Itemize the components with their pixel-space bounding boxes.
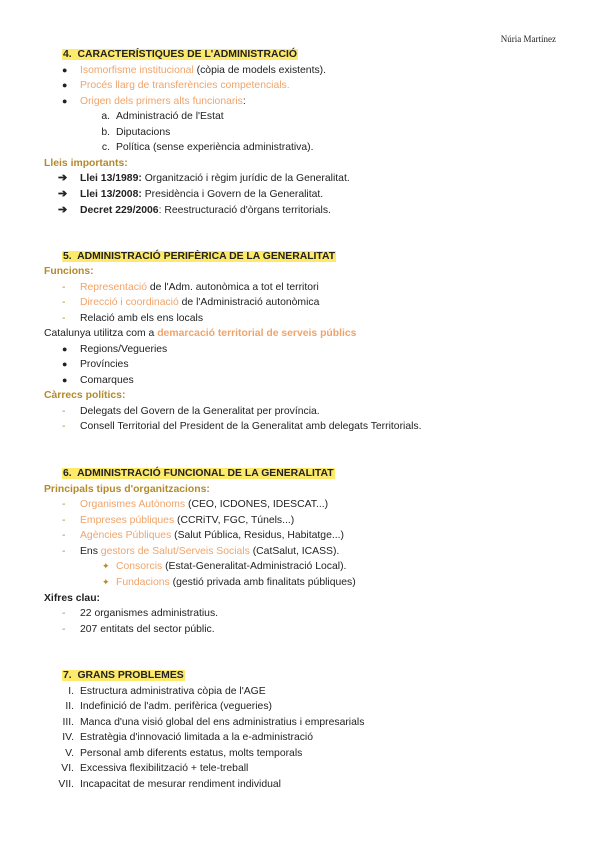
list-item: IV. Estratègia d'innovació limitada a la e-administració bbox=[62, 732, 314, 743]
section-5-heading: 5. ADMINISTRACIÓ PERIFÈRICA DE LA GENERALITAT bbox=[63, 251, 336, 262]
list-item: III. Manca d'una visió global del ens administratius i empresarials bbox=[62, 717, 365, 728]
list-item: V. Personal amb diferents estatus, molts temporals bbox=[65, 748, 303, 759]
paragraph-catalunya: Catalunya utilitza com a demarcació territorial de serveis públics bbox=[44, 328, 357, 339]
section-4-heading: 4. CARACTERÍSTIQUES DE L'ADMINISTRACIÓ bbox=[63, 49, 297, 60]
list-item: - Direcció i coordinació de l'Administració autonòmica bbox=[62, 297, 320, 308]
list-item: ● Províncies bbox=[62, 359, 129, 370]
subheading-xifres: Xifres clau: bbox=[44, 593, 101, 604]
list-item: a. Administració de l'Estat bbox=[101, 111, 224, 122]
subheading-carrecs: Càrrecs polítics: bbox=[44, 390, 126, 401]
list-item: II. Indefinició de l'adm. perifèrica (vegueries) bbox=[65, 701, 272, 712]
list-item: - Relació amb els ens locals bbox=[62, 313, 204, 324]
list-item: - Organismes Autònoms (CEO, ICDONES, IDESCAT...) bbox=[62, 499, 329, 510]
subheading-lleis: Lleis importants: bbox=[44, 158, 128, 169]
list-item: ✦ Consorcis (Estat-Generalitat-Administració Local). bbox=[102, 561, 347, 572]
list-item: c. Política (sense experiència administrativa). bbox=[101, 142, 314, 153]
list-item: ● Regions/Vegueries bbox=[62, 344, 168, 355]
list-item: - 22 organismes administratius. bbox=[62, 608, 219, 619]
list-item: ● Procés llarg de transferències competencials. bbox=[62, 80, 290, 91]
list-item: I. Estructura administrativa còpia de l'AGE bbox=[68, 686, 266, 697]
list-item: - 207 entitats del sector públic. bbox=[62, 624, 215, 635]
list-item: ● Isomorfisme institucional (còpia de models existents). bbox=[62, 65, 327, 76]
list-item: ➔ Decret 229/2006: Reestructuració d'òrgans territorials. bbox=[58, 204, 331, 216]
list-item: - Ens gestors de Salut/Serveis Socials (CatSalut, ICASS). bbox=[62, 546, 340, 557]
list-item: - Empreses públiques (CCRiTV, FGC, Túnels...) bbox=[62, 515, 295, 526]
list-item: - Agències Públiques (Salut Pública, Residus, Habitatge...) bbox=[62, 530, 344, 541]
list-item: b. Diputacions bbox=[101, 127, 171, 138]
list-item: ✦ Fundacions (gestió privada amb finalitats públiques) bbox=[102, 577, 356, 588]
list-item: - Representació de l'Adm. autonòmica a tot el territori bbox=[62, 282, 319, 293]
list-item: ● Origen dels primers alts funcionaris: bbox=[62, 96, 246, 107]
list-item: - Delegats del Govern de la Generalitat per província. bbox=[62, 406, 320, 417]
subheading-tipus: Principals tipus d'organitzacions: bbox=[44, 484, 210, 495]
list-item: ● Comarques bbox=[62, 375, 134, 386]
list-item: VII. Incapacitat de mesurar rendiment individual bbox=[58, 779, 281, 790]
section-7-heading: 7. GRANS PROBLEMES bbox=[63, 670, 184, 681]
author-name: Núria Martínez bbox=[500, 34, 556, 44]
list-item: ➔ Llei 13/2008: Presidència i Govern de la Generalitat. bbox=[58, 188, 324, 200]
list-item: - Consell Territorial del President de la Generalitat amb delegats Territorials. bbox=[62, 421, 422, 432]
section-6-heading: 6. ADMINISTRACIÓ FUNCIONAL DE LA GENERALITAT bbox=[63, 468, 334, 479]
list-item: ➔ Llei 13/1989: Organització i règim jurídic de la Generalitat. bbox=[58, 172, 350, 184]
subheading-funcions: Funcions: bbox=[44, 266, 94, 277]
list-item: VI. Excessiva flexibilització + tele-treball bbox=[61, 763, 249, 774]
